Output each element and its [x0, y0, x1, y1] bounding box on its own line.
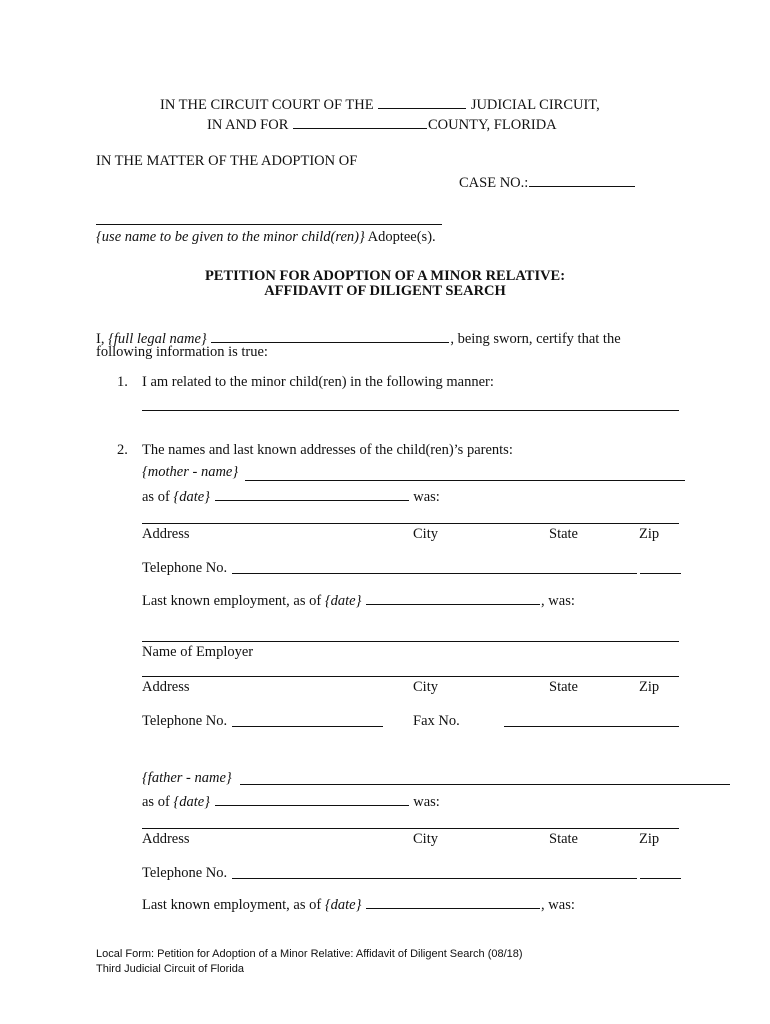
adoptee-hint: {use name to be given to the minor child(ren)}	[96, 229, 365, 245]
zip-label: Zip	[639, 831, 660, 847]
county-blank[interactable]	[293, 116, 427, 129]
employer-fax-line[interactable]	[504, 726, 679, 727]
father-employment-date-blank[interactable]	[366, 896, 540, 909]
fax-label: Fax No.	[413, 713, 460, 729]
circuit-blank[interactable]	[378, 96, 466, 109]
adoptee-name-line[interactable]	[96, 224, 442, 225]
father-employment-line	[142, 896, 575, 913]
city-label: City	[413, 679, 438, 695]
city-label: City	[413, 526, 438, 542]
court-line	[160, 96, 600, 113]
father-telephone-label: Telephone No.	[142, 865, 228, 881]
case-no-label: CASE NO.:	[459, 175, 529, 191]
mother-telephone-ext-line[interactable]	[640, 573, 681, 574]
adoptee-label: Adoptee(s).	[367, 229, 436, 245]
zip-label: Zip	[639, 526, 660, 542]
mother-address-line[interactable]	[142, 523, 679, 524]
adoptee-line	[96, 230, 436, 245]
state-label: State	[549, 679, 578, 695]
father-date-blank[interactable]	[215, 793, 409, 806]
address-label: Address	[142, 831, 190, 847]
mother-employment-line	[142, 592, 575, 609]
as-of-label: as of	[142, 794, 170, 810]
title-line-1: PETITION FOR ADOPTION OF A MINOR RELATIVE:	[204, 268, 566, 284]
father-telephone-line[interactable]	[232, 878, 637, 879]
full-name-hint: {full legal name}	[108, 331, 207, 347]
as-of-label: as of	[142, 489, 170, 505]
date-hint: {date}	[324, 897, 362, 913]
father-telephone-ext-line[interactable]	[640, 878, 681, 879]
employer-telephone-label: Telephone No.	[142, 713, 228, 729]
state-label: State	[549, 831, 578, 847]
mother-date-blank[interactable]	[215, 488, 409, 501]
court-suffix: JUDICIAL CIRCUIT,	[470, 97, 600, 113]
item-1-text: I am related to the minor child(ren) in the following manner:	[142, 374, 494, 390]
father-as-of-line	[142, 793, 440, 810]
date-hint: {date}	[173, 794, 210, 810]
mother-employer-address-line[interactable]	[142, 676, 679, 677]
intro-suffix: , being sworn, certify that the	[450, 331, 621, 347]
state-label: State	[549, 526, 578, 542]
mother-employer-name-line[interactable]	[142, 641, 679, 642]
full-name-blank[interactable]	[211, 330, 449, 343]
intro-prefix: I,	[96, 331, 105, 347]
date-hint: {date}	[173, 489, 210, 505]
was-label: was:	[413, 489, 440, 505]
name-of-employer-label: Name of Employer	[142, 644, 254, 660]
footer-form-title: Local Form: Petition for Adoption of a Minor Relative: Affidavit of Diligent Search (08/18)	[96, 948, 523, 960]
item-1-number: 1.	[117, 374, 128, 390]
last-employment-label: Last known employment, as of	[142, 897, 322, 913]
county-suffix: COUNTY, FLORIDA	[428, 117, 557, 133]
employer-telephone-line[interactable]	[232, 726, 383, 727]
mother-name-line[interactable]	[245, 480, 685, 481]
case-no-blank[interactable]	[529, 174, 635, 187]
mother-hint: {mother - name}	[142, 464, 239, 480]
father-hint: {father - name}	[142, 770, 232, 786]
item-2-text: The names and last known addresses of the child(ren)’s parents:	[142, 442, 513, 458]
intro-line-2: following information is true:	[96, 344, 268, 360]
footer-circuit: Third Judicial Circuit of Florida	[96, 963, 244, 975]
date-hint: {date}	[324, 593, 362, 609]
mother-telephone-label: Telephone No.	[142, 560, 228, 576]
father-address-line[interactable]	[142, 828, 679, 829]
address-label: Address	[142, 526, 190, 542]
comma-was-label: , was:	[541, 897, 575, 913]
father-name-line[interactable]	[240, 784, 730, 785]
mother-as-of-line	[142, 488, 440, 505]
county-line	[207, 116, 557, 133]
case-no-line	[459, 174, 636, 191]
county-prefix: IN AND FOR	[207, 117, 289, 133]
address-label: Address	[142, 679, 190, 695]
comma-was-label: , was:	[541, 593, 575, 609]
matter-label: IN THE MATTER OF THE ADOPTION OF	[96, 153, 358, 169]
title-line-2: AFFIDAVIT OF DILIGENT SEARCH	[264, 283, 506, 299]
zip-label: Zip	[639, 679, 660, 695]
item-2-number: 2.	[117, 442, 128, 458]
court-prefix: IN THE CIRCUIT COURT OF THE	[160, 97, 374, 113]
mother-employment-date-blank[interactable]	[366, 592, 540, 605]
mother-telephone-line[interactable]	[232, 573, 637, 574]
city-label: City	[413, 831, 438, 847]
relationship-line[interactable]	[142, 410, 679, 411]
was-label: was:	[413, 794, 440, 810]
last-employment-label: Last known employment, as of	[142, 593, 322, 609]
